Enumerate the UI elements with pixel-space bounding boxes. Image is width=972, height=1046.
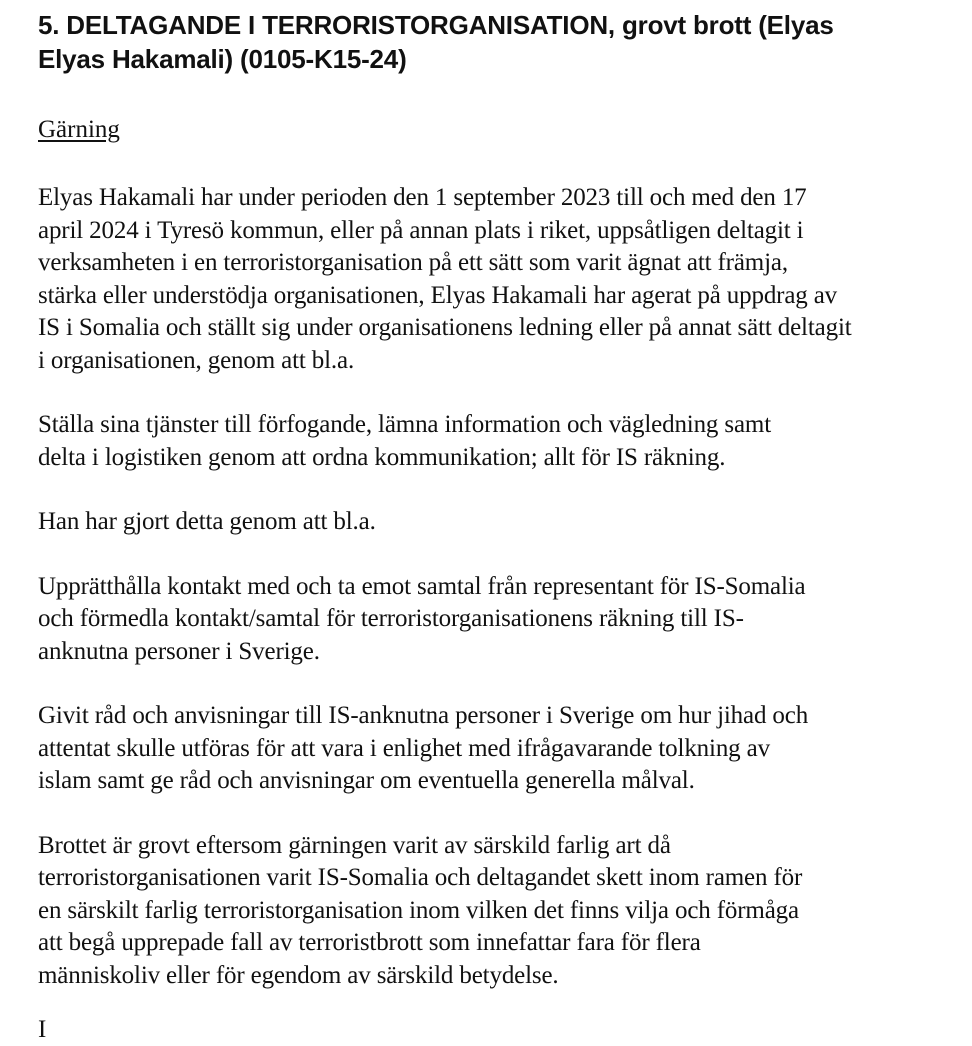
- text-line: islam samt ge råd och anvisningar om eventuella generella målval.: [38, 767, 695, 794]
- text-line: en särskilt farlig terroristorganisation inom vilken det finns vilja och förmåga: [38, 896, 799, 924]
- heading-line: 5. DELTAGANDE I TERRORISTORGANISATION, grovt brott (Elyas: [38, 10, 834, 40]
- charge-heading: [38, 8, 938, 76]
- paragraph-services: [38, 409, 938, 474]
- text-line: april 2024 i Tyresö kommun, eller på annan plats i riket, uppsåtligen deltagit i: [38, 216, 804, 244]
- paragraph-advice: [38, 700, 938, 798]
- section-label-garning: Gärning: [38, 116, 120, 143]
- text-line: Brottet är grovt eftersom gärningen varit av särskild farlig art då: [38, 831, 671, 859]
- text-line: Ställa sina tjänster till förfogande, lämna information och vägledning samt: [38, 411, 772, 438]
- cutoff-next-line: I: [38, 1016, 47, 1043]
- text-line: Han har gjort detta genom att bl.a.: [38, 508, 376, 535]
- text-line: delta i logistiken genom att ordna kommunikation; allt för IS räkning.: [38, 443, 726, 471]
- heading-line: Elyas Hakamali) (0105-K15-24): [38, 44, 407, 74]
- paragraph-contact: [38, 571, 938, 669]
- text-line: i organisationen, genom att bl.a.: [38, 346, 355, 374]
- text-line: Elyas Hakamali har under perioden den 1 september 2023 till och med den 17: [38, 184, 807, 211]
- text-line: Upprätthålla kontakt med och ta emot samtal från representant för IS-Somalia: [38, 572, 806, 600]
- text-line: stärka eller understödja organisationen, Elyas Hakamali har agerat på uppdrag av: [38, 281, 838, 309]
- text-line: och förmedla kontakt/samtal för terroristorganisationens räkning till IS-: [38, 605, 744, 632]
- text-line: Givit råd och anvisningar till IS-anknutna personer i Sverige om hur jihad och: [38, 702, 809, 729]
- paragraph-method-intro: [38, 506, 938, 539]
- paragraph-act-description: [38, 182, 938, 377]
- paragraph-aggravation: [38, 830, 938, 993]
- text-line: attentat skulle utföras för att vara i enlighet med ifrågavarande tolkning av: [38, 734, 770, 762]
- text-line: anknutna personer i Sverige.: [38, 637, 320, 665]
- document-page: [38, 0, 938, 992]
- text-line: IS i Somalia och ställt sig under organisationens ledning eller på annat sätt deltagit: [38, 314, 852, 341]
- text-line: att begå upprepade fall av terroristbrott som innefattar fara för flera: [38, 929, 701, 956]
- text-line: människoliv eller för egendom av särskild betydelse.: [38, 961, 559, 989]
- text-line: verksamheten i en terroristorganisation på ett sätt som varit ägnat att främja,: [38, 249, 788, 276]
- text-line: terroristorganisationen varit IS-Somalia och deltagandet skett inom ramen för: [38, 864, 803, 891]
